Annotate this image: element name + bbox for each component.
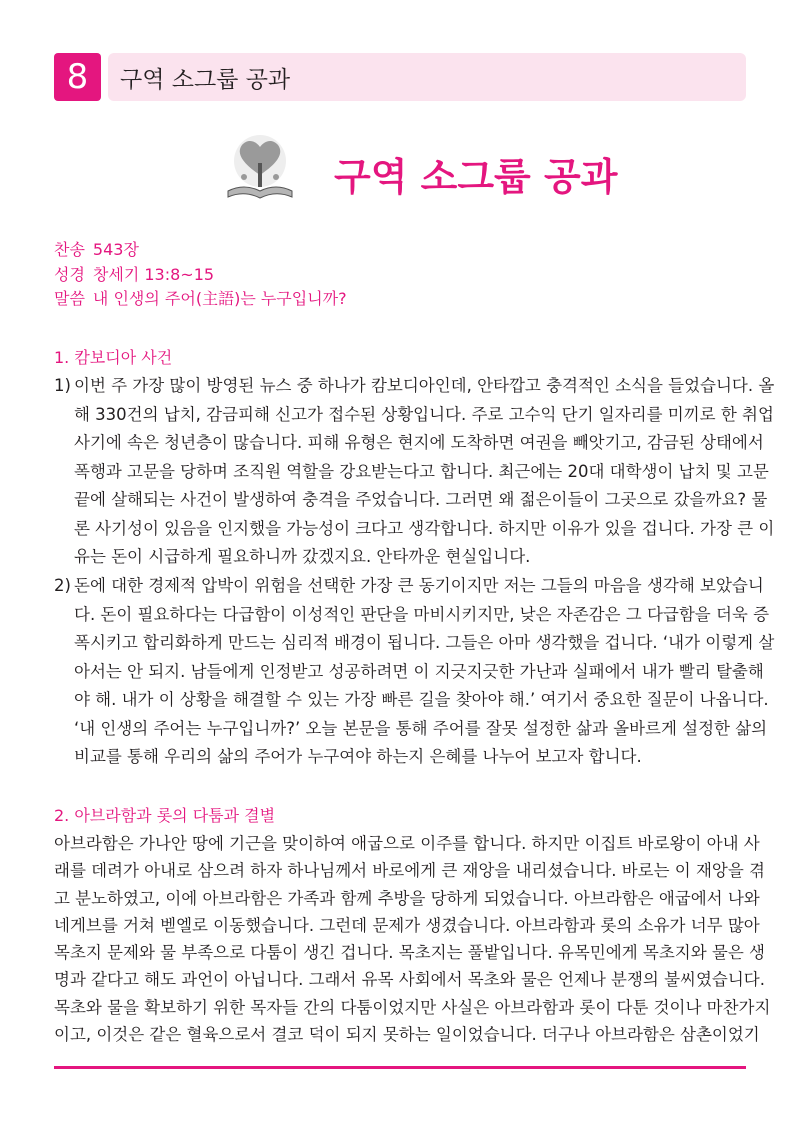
hymn-line [54, 238, 347, 263]
text-line: 끝에 살해되는 사건이 발생하여 충격을 주었습니다. 그러면 왜 젊은이들이 그곳으로 갔을까요? 물 [74, 490, 768, 509]
text-line: 이고, 이것은 같은 혈육으로서 결코 덕이 되지 못하는 일이었습니다. 더구나 아브라함은 삼촌이었기 [54, 1025, 760, 1045]
meta-value: 창세기 13:8~15 [92, 264, 215, 284]
text-line: 해 330건의 납치, 감금피해 신고가 접수된 상황입니다. 주로 고수익 단기 일자리를 미끼로 한 취업 [74, 404, 774, 424]
text-line: 비교를 통해 우리의 삶의 주어가 누구여야 하는지 은혜를 나누어 보고자 합니다. [74, 747, 642, 766]
text-line: 네게브를 거쳐 벧엘로 이동했습니다. 그런데 문제가 생겼습니다. 아브라함과 롯의 소유가 너무 많아 [54, 915, 760, 935]
section-1-item-1 [54, 372, 775, 572]
text-line: 폭행과 고문을 당하며 조직원 역할을 강요받는다고 합니다. 최근에는 20대 대학생이 납치 및 고문 [74, 461, 769, 481]
lesson-number: 8 [66, 57, 89, 97]
text-line: 목초와 물을 확보하기 위한 목자들 간의 다툼이었지만 사실은 아브라함과 롯이 다툰 것이나 마찬가지 [54, 997, 771, 1017]
text-line: 목초지 문제와 물 부족으로 다툼이 생긴 겁니다. 목초지는 풀밭입니다. 유목민에게 목초지와 물은 생 [54, 943, 765, 963]
page-title: 구역 소그룹 공과 [334, 155, 618, 199]
item-label: 1) [54, 376, 71, 395]
text-line: 론 사기성이 있음을 인지했을 가능성이 크다고 생각합니다. 하지만 이유가 있을 겁니다. 가장 큰 이 [74, 518, 775, 538]
section-2-heading: 2. 아브라함과 롯의 다툼과 결별 [54, 806, 276, 825]
text-line: 다. 돈이 필요하다는 다급함이 이성적인 판단을 마비시키지만, 낮은 자존감은 그 다급함을 더욱 증 [74, 604, 770, 624]
text-line: 아브라함은 가나안 땅에 기근을 맞이하여 애굽으로 이주를 합니다. 하지만 이집트 바로왕이 아내 사 [54, 834, 760, 853]
text-line: 사기에 속은 청년층이 많습니다. 피해 유형은 현지에 도착하면 여권을 빼앗기고, 감금된 상태에서 [74, 433, 764, 452]
header-bar [108, 53, 746, 101]
scripture-line [54, 263, 347, 288]
footer-divider [54, 1066, 746, 1069]
text-line: 유는 돈이 시급하게 필요하니까 갔겠지요. 안타까운 현실입니다. [74, 547, 531, 566]
meta-value: 내 인생의 주어(主語)는 누구입니까? [92, 289, 347, 308]
text-line: 돈에 대한 경제적 압박이 위험을 선택한 가장 큰 동기이지만 저는 그들의 마음을 생각해 보았습니 [74, 576, 764, 595]
meta-value: 543장 [92, 240, 139, 259]
meta-key: 찬송 [54, 240, 85, 259]
text-line: 폭시키고 합리화하게 만드는 심리적 배경이 됩니다. 그들은 아마 생각했을 겁니다. ‘내가 이렇게 살 [74, 633, 775, 652]
text-line: 이번 주 가장 많이 방영된 뉴스 중 하나가 캄보디아인데, 안타깝고 충격적인 소식을 들었습니다. 올 [74, 376, 775, 395]
lesson-number-badge [54, 53, 101, 101]
header-title: 구역 소그룹 공과 [120, 66, 291, 93]
meta-key: 성경 [54, 264, 85, 284]
text-line: ‘내 인생의 주어는 누구입니까?’ 오늘 본문을 통해 주어를 잘못 설정한 삶과 올바르게 설정한 삶의 [74, 718, 768, 738]
section-1-heading: 1. 캄보디아 사건 [54, 348, 173, 367]
message-line [54, 287, 347, 312]
text-line: 래를 데려가 아내로 삼으려 하자 하나님께서 바로에게 큰 재앙을 내리셨습니다. 바로는 이 재앙을 겪 [54, 861, 765, 881]
section-1-item-2 [54, 572, 775, 772]
section-2-paragraph [54, 830, 771, 1048]
lesson-meta [54, 238, 347, 312]
heart-tree-book-icon [222, 135, 298, 201]
text-line: 명과 같다고 해도 과언이 아닙니다. 그래서 유목 사회에서 목초와 물은 언제나 분쟁의 불씨였습니다. [54, 970, 765, 990]
meta-key: 말씀 [54, 289, 85, 308]
text-line: 아서는 안 되지. 남들에게 인정받고 성공하려면 이 지긋지긋한 가난과 실패에서 내가 빨리 탈출해 [74, 661, 764, 681]
text-line: 야 해. 내가 이 상황을 해결할 수 있는 가장 빠른 길을 찾아야 해.’ 여기서 중요한 질문이 나옵니다. [74, 690, 769, 709]
item-label: 2) [54, 576, 71, 595]
text-line: 고 분노하였고, 이에 아브라함은 가족과 함께 추방을 당하게 되었습니다. 아브라함은 애굽에서 나와 [54, 888, 760, 908]
